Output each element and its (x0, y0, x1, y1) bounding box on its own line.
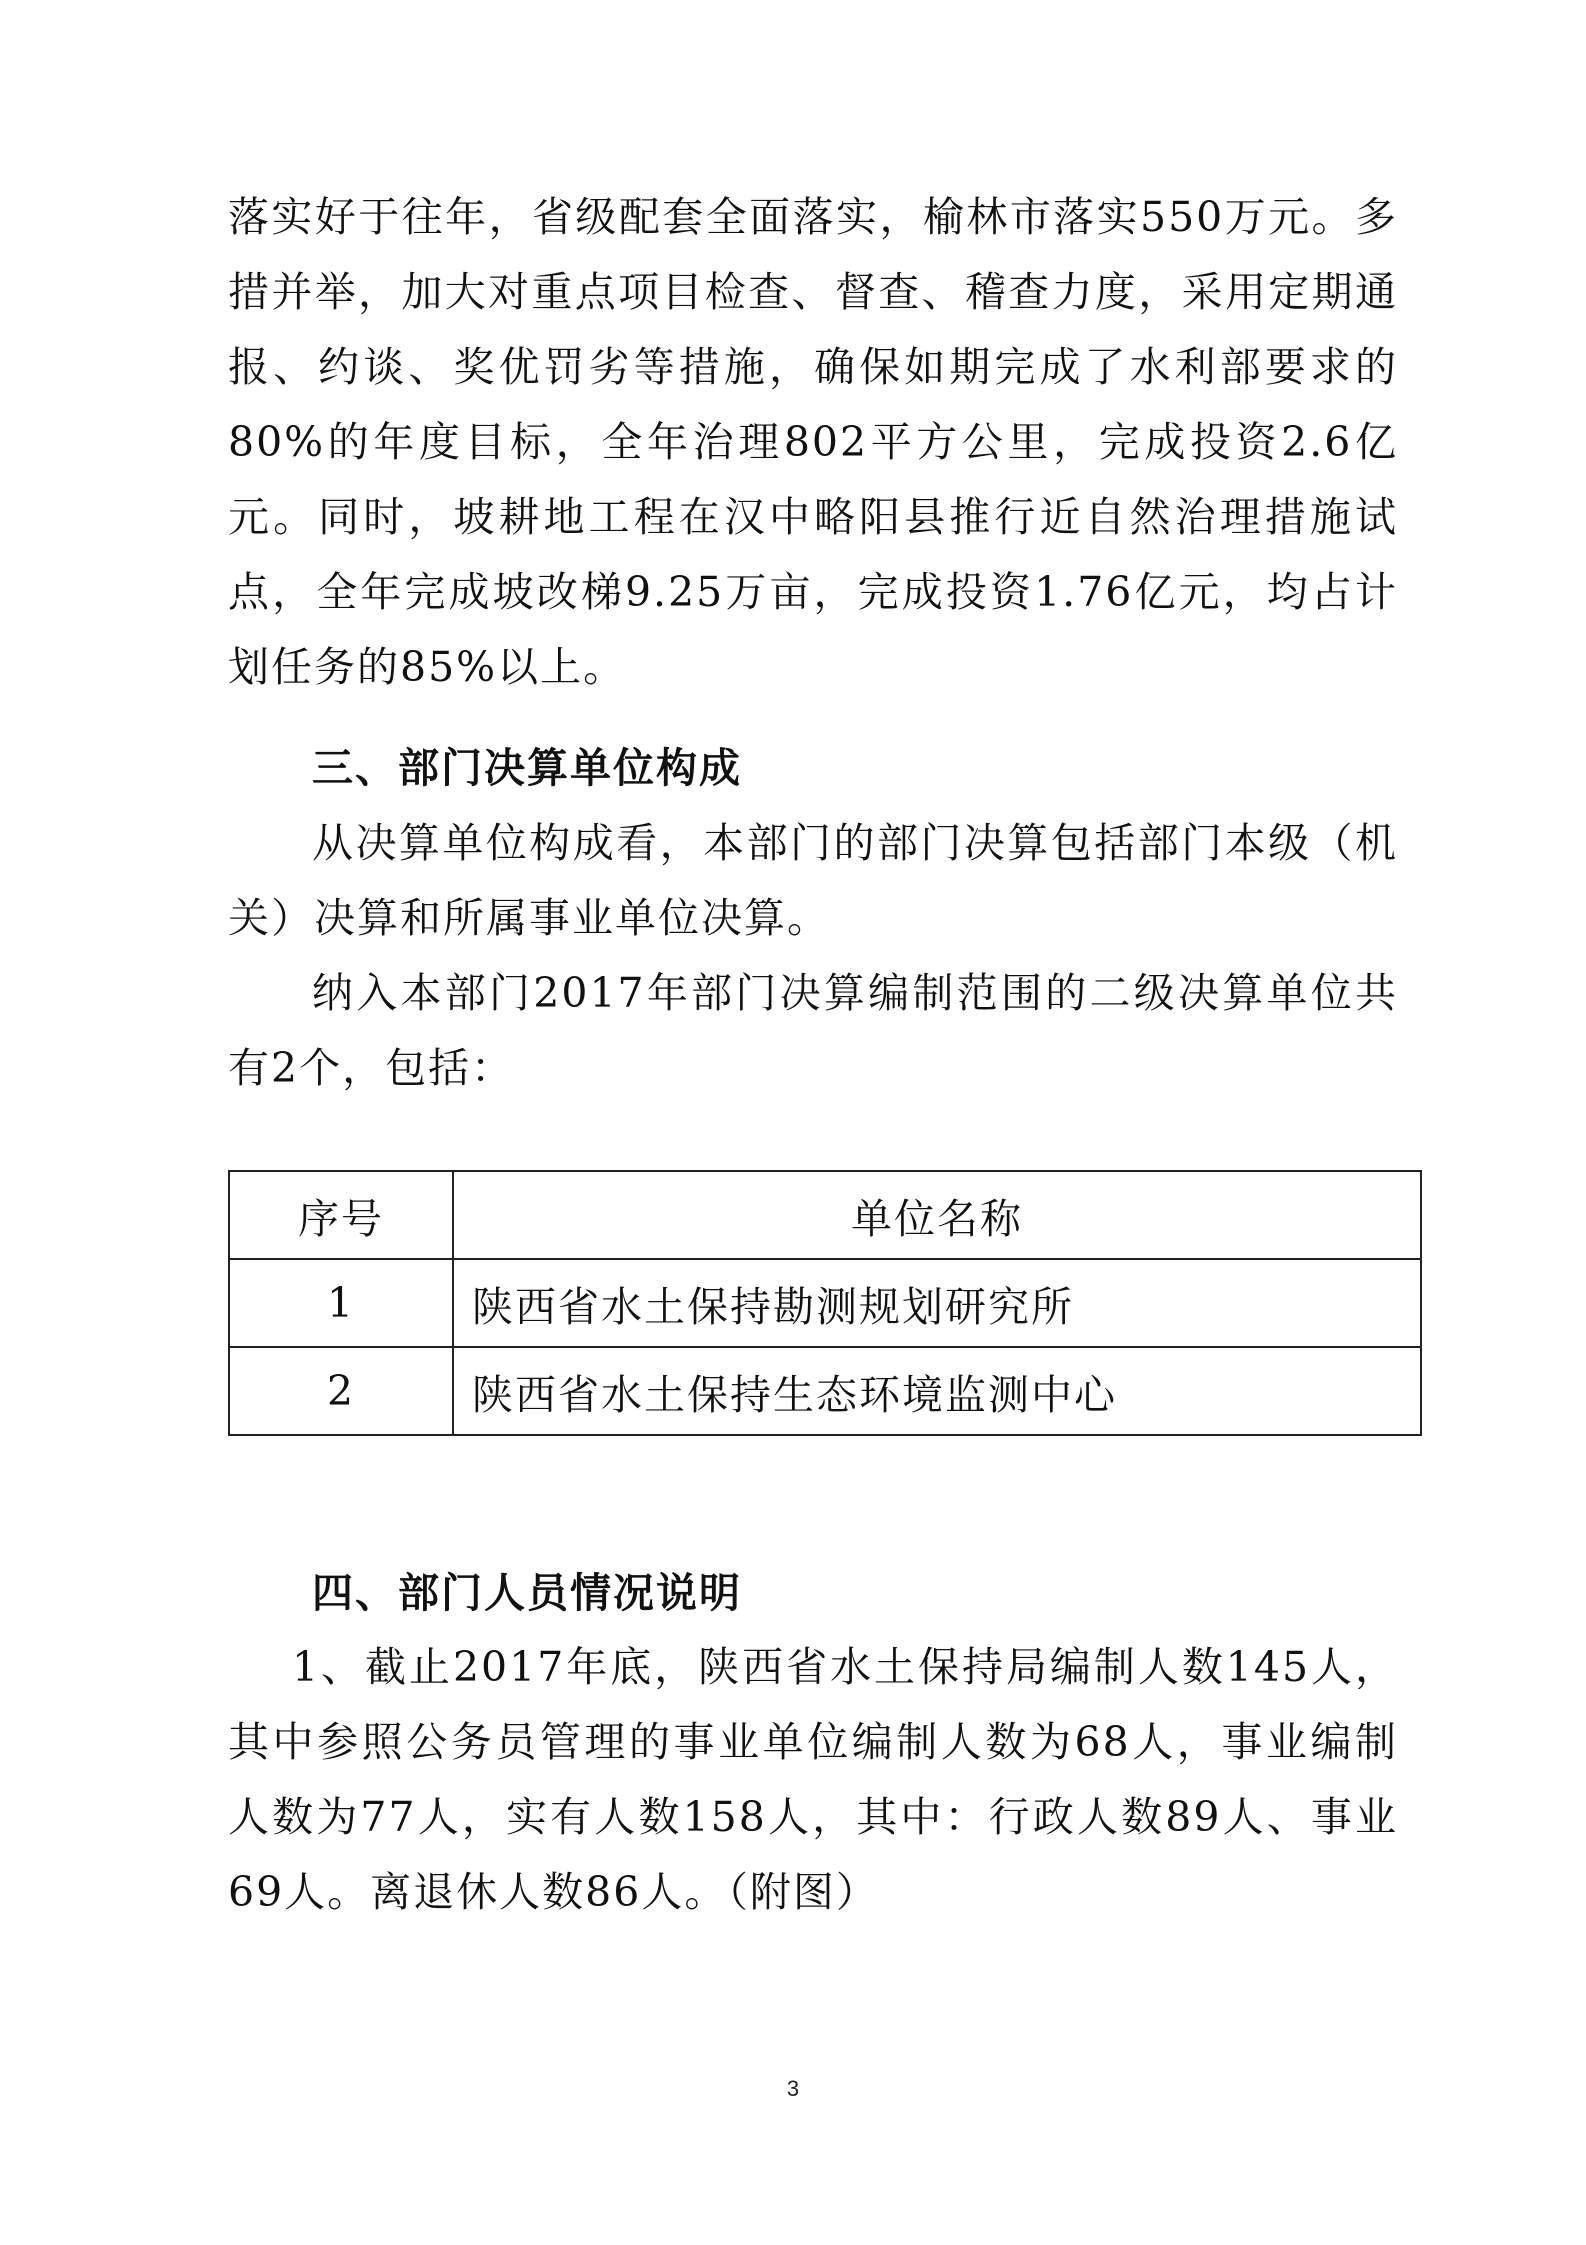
units-table (228, 1170, 1422, 1436)
row-number: 1 (229, 1259, 453, 1347)
heading-section-4: 四、部门人员情况说明 (312, 1569, 742, 1617)
paragraph-staffing: 1、截止2017年底，陕西省水土保持局编制人数145人，其中参照公务员管理的事业单位编制人数为68人，事业编制人数为77人，实有人数158人，其中：行政人数89人、事业69人。离退休人数86人。（附图） (228, 1643, 1398, 1916)
row-number: 2 (229, 1347, 453, 1435)
table-row (229, 1347, 1421, 1435)
paragraph-unit-composition: 从决算单位构成看，本部门的部门决算包括部门本级（机关）决算和所属事业单位决算。 (228, 819, 1398, 942)
table-row (229, 1259, 1421, 1347)
column-header-unit-name: 单位名称 (453, 1171, 1421, 1259)
paragraph-investment-summary: 落实好于往年，省级配套全面落实，榆林市落实550万元。多措并举，加大对重点项目检查、督查、稽查力度，采用定期通报、约谈、奖优罚劣等措施，确保如期完成了水利部要求的80%的年度目标，全年治理802平方公里，完成投资2.6亿元。同时，坡耕地工程在汉中略阳县推行近自然治理措施试点，全年完成坡改梯9.25万亩，完成投资1.76亿元，均占计划任务的85%以上。 (228, 193, 1398, 691)
unit-name: 陕西省水土保持勘测规划研究所 (453, 1259, 1421, 1347)
table-header-row (229, 1171, 1421, 1259)
unit-name: 陕西省水土保持生态环境监测中心 (453, 1347, 1421, 1435)
page-number: 3 (786, 2076, 800, 2101)
column-header-number: 序号 (229, 1171, 453, 1259)
heading-section-3: 三、部门决算单位构成 (312, 744, 742, 792)
paragraph-secondary-units: 纳入本部门2017年部门决算编制范围的二级决算单位共有2个，包括： (228, 969, 1398, 1092)
